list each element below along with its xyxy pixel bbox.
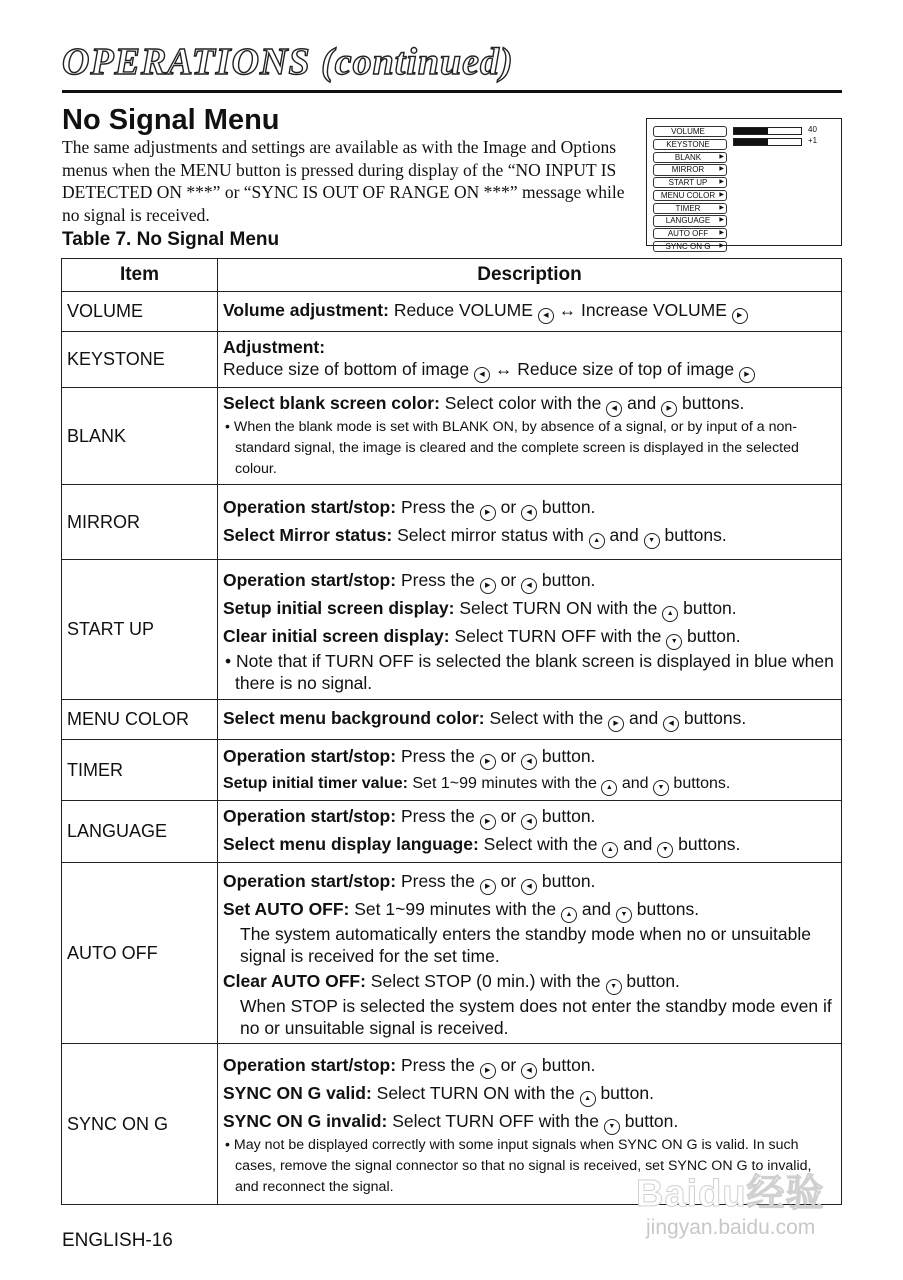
- right-button-icon: ▶: [739, 367, 755, 383]
- desc-bold-label: Adjustment:: [223, 337, 326, 357]
- desc-detail-text: When STOP is selected the system does not enter the standby mode even if no or unsuitable signal is received.: [240, 996, 832, 1038]
- item-cell: BLANK: [62, 388, 218, 485]
- right-button-icon: ▶: [480, 754, 496, 770]
- osd-item-label: MENU COLOR: [660, 190, 716, 200]
- left-button-icon: ◀: [663, 716, 679, 732]
- desc-text: button.: [537, 871, 596, 891]
- desc-text: and: [618, 834, 658, 854]
- osd-item-label: SYNC ON G: [665, 242, 711, 252]
- osd-item-volume: [653, 126, 727, 137]
- osd-menu-list: [653, 126, 727, 254]
- right-button-icon: ▶: [480, 879, 496, 895]
- header-divider: [62, 90, 842, 93]
- desc-bold-label: Operation start/stop:: [223, 1054, 397, 1075]
- right-button-icon: ▶: [480, 578, 496, 594]
- osd-item-mirror: [653, 164, 727, 175]
- desc-bold-label: Clear initial screen display:: [223, 625, 450, 646]
- desc-bold-label: Operation start/stop:: [223, 745, 397, 766]
- down-button-icon: ▼: [666, 634, 682, 650]
- note-content: When the blank mode is set with BLANK ON, by absence of a signal, or by input of a non-standard signal, the image is cleared and the complete screen is displayed in the selected colour.: [233, 419, 799, 477]
- desc-text: or: [495, 745, 522, 766]
- desc-bold-label: SYNC ON G invalid:: [223, 1110, 388, 1131]
- desc-bold-label: Select menu background color:: [223, 708, 485, 728]
- osd-item-label: START UP: [668, 178, 708, 188]
- triangle-right-icon: ▶: [719, 230, 724, 237]
- right-button-icon: ▶: [732, 308, 748, 324]
- osd-item-label: VOLUME: [671, 127, 705, 136]
- desc-text: and: [622, 393, 662, 413]
- description-cell: [218, 332, 842, 388]
- table-row-blank: [62, 388, 842, 485]
- item-cell: MIRROR: [62, 485, 218, 560]
- watermark-url: jingyan.baidu.com: [646, 1216, 816, 1239]
- page-footer: ENGLISH-16: [62, 1230, 173, 1251]
- left-button-icon: ◀: [521, 879, 537, 895]
- desc-bold-label: Clear AUTO OFF:: [223, 971, 366, 991]
- desc-text: Select TURN ON with the: [371, 1082, 580, 1103]
- page-header-title: OPERATIONS (continued): [62, 41, 514, 83]
- osd-item-timer: [653, 203, 727, 214]
- osd-keystone-value: +1: [808, 136, 818, 145]
- desc-bold-label: Select Mirror status:: [223, 524, 393, 545]
- desc-text: buttons.: [679, 708, 747, 728]
- left-button-icon: ◀: [521, 578, 537, 594]
- desc-text: Select TURN OFF with the: [449, 625, 667, 646]
- up-button-icon: ▲: [601, 780, 617, 796]
- desc-bold-label: Operation start/stop:: [223, 496, 397, 517]
- desc-text: button.: [619, 1110, 679, 1131]
- item-cell: VOLUME: [62, 292, 218, 332]
- left-button-icon: ◀: [521, 814, 537, 830]
- osd-item-sync-on-g: [653, 241, 727, 252]
- desc-text: or: [495, 496, 522, 517]
- desc-text: Select STOP (0 min.) with the: [365, 971, 606, 991]
- right-button-icon: ▶: [480, 505, 496, 521]
- description-cell: [218, 388, 842, 485]
- desc-text: Set 1~99 minutes with the: [349, 899, 561, 919]
- no-signal-menu-table: [61, 258, 842, 1205]
- watermark-logo: Baidu经验: [636, 1173, 825, 1215]
- desc-text: buttons.: [659, 524, 727, 545]
- item-cell: LANGUAGE: [62, 801, 218, 863]
- section-title: No Signal Menu: [62, 104, 280, 136]
- desc-text: Reduce size of bottom of image: [223, 359, 474, 379]
- item-cell: KEYSTONE: [62, 332, 218, 388]
- desc-text: button.: [537, 745, 596, 766]
- description-cell: [218, 863, 842, 1044]
- down-button-icon: ▼: [604, 1119, 620, 1135]
- note-content: Note that if TURN OFF is selected the blank screen is displayed in blue when there is no signal.: [235, 650, 834, 693]
- osd-item-label: LANGUAGE: [665, 216, 711, 226]
- desc-text: Press the: [396, 1054, 480, 1075]
- left-button-icon: ◀: [606, 401, 622, 417]
- desc-text: ↔ Reduce size of top of image: [489, 359, 739, 379]
- osd-item-menu-color: [653, 190, 727, 201]
- osd-menu-illustration: [646, 118, 842, 252]
- description-cell: [218, 292, 842, 332]
- desc-text: and: [617, 774, 653, 792]
- description-cell: [218, 700, 842, 740]
- osd-item-label: KEYSTONE: [666, 139, 710, 149]
- triangle-right-icon: ▶: [719, 191, 724, 198]
- note-content: May not be displayed correctly with some input signals when SYNC ON G is valid. In such cases, remove the signal connector so that no signal is received, set SYNC ON G to invalid, and reconnect the signal.: [233, 1136, 812, 1195]
- note-text: • When the blank mode is set with BLANK ON, by absence of a signal, or by input of a non-standard signal, the image is cleared and the complete screen is displayed in the selected colour.: [225, 419, 799, 477]
- table-row-keystone: [62, 332, 842, 388]
- desc-text: Press the: [396, 745, 480, 766]
- left-button-icon: ◀: [521, 1063, 537, 1079]
- desc-text: or: [495, 806, 522, 826]
- desc-bold-label: Select blank screen color:: [223, 393, 440, 413]
- desc-text: and: [624, 708, 664, 728]
- desc-text: button.: [595, 1082, 654, 1103]
- osd-volume-value: 40: [808, 125, 817, 134]
- osd-keystone-bar: [733, 138, 802, 146]
- left-button-icon: ◀: [521, 505, 537, 521]
- osd-volume-bar: [733, 127, 802, 135]
- table-row-volume: [62, 292, 842, 332]
- desc-text: button.: [537, 1054, 596, 1075]
- intro-paragraph: The same adjustments and settings are available as with the Image and Options menus when the MENU button is pressed during display of the “NO INPUT IS DETECTED ON ***” or “SYNC IS OUT OF RANGE ON ***” message while no signal is received.: [62, 137, 625, 225]
- description-cell: [218, 740, 842, 801]
- osd-item-keystone: [653, 139, 727, 150]
- desc-text: Select TURN OFF with the: [387, 1110, 604, 1131]
- desc-text: buttons.: [668, 774, 731, 792]
- desc-detail-text: The system automatically enters the standby mode when no or unsuitable signal is received for the set time.: [240, 924, 812, 966]
- right-button-icon: ▶: [480, 1063, 496, 1079]
- table-row-auto-off: [62, 863, 842, 1044]
- desc-text: Select with the: [478, 834, 603, 854]
- desc-bold-label: Setup initial screen display:: [223, 597, 455, 618]
- triangle-right-icon: ▶: [719, 204, 724, 211]
- desc-text: buttons.: [673, 834, 741, 854]
- desc-text: button.: [682, 625, 741, 646]
- desc-bold-label: SYNC ON G valid:: [223, 1082, 372, 1103]
- triangle-right-icon: ▶: [719, 179, 724, 186]
- down-button-icon: ▼: [606, 979, 622, 995]
- desc-text: and: [604, 524, 644, 545]
- desc-text: Press the: [396, 569, 480, 590]
- description-cell: [218, 485, 842, 560]
- desc-bold-label: Volume adjustment:: [223, 300, 389, 320]
- desc-text: ↔ Increase VOLUME: [553, 300, 732, 320]
- desc-text: Select TURN ON with the: [454, 597, 663, 618]
- left-button-icon: ◀: [474, 367, 490, 383]
- desc-text: buttons.: [631, 899, 700, 919]
- triangle-right-icon: ▶: [719, 243, 724, 250]
- up-button-icon: ▲: [662, 606, 678, 622]
- item-cell: SYNC ON G: [62, 1044, 218, 1205]
- desc-text: button.: [678, 597, 737, 618]
- desc-text: Select with the: [484, 708, 609, 728]
- desc-bold-label: Operation start/stop:: [223, 871, 397, 891]
- up-button-icon: ▲: [561, 907, 577, 923]
- osd-keystone-bar-fill: [734, 139, 768, 145]
- left-button-icon: ◀: [521, 754, 537, 770]
- description-cell: [218, 801, 842, 863]
- table-row-language: [62, 801, 842, 863]
- desc-text: or: [495, 871, 522, 891]
- desc-text: or: [495, 569, 522, 590]
- item-cell: TIMER: [62, 740, 218, 801]
- down-button-icon: ▼: [653, 780, 669, 796]
- osd-item-blank: [653, 152, 727, 163]
- table-row-mirror: [62, 485, 842, 560]
- note-text: • May not be displayed correctly with some input signals when SYNC ON G is valid. In such cases, remove the signal connector so that no signal is received, set SYNC ON G to invalid, and reconnect the signal.: [225, 1136, 812, 1195]
- desc-text: button.: [537, 806, 596, 826]
- desc-text: Press the: [396, 871, 480, 891]
- desc-bold-label: Setup initial timer value:: [223, 774, 408, 792]
- right-button-icon: ▶: [608, 716, 624, 732]
- desc-text: Reduce VOLUME: [388, 300, 538, 320]
- note-text: • Note that if TURN OFF is selected the blank screen is displayed in blue when there is no signal.: [225, 650, 834, 693]
- osd-item-auto-off: [653, 228, 727, 239]
- triangle-right-icon: ▶: [719, 217, 724, 224]
- osd-item-label: BLANK: [674, 152, 702, 162]
- up-button-icon: ▲: [580, 1091, 596, 1107]
- desc-text: or: [495, 1054, 522, 1075]
- triangle-right-icon: ▶: [719, 153, 724, 160]
- osd-item-startup: [653, 177, 727, 188]
- desc-bold-label: Operation start/stop:: [223, 569, 397, 590]
- header-description: Description: [218, 259, 842, 292]
- desc-bold-label: Set AUTO OFF:: [223, 899, 350, 919]
- desc-text: button.: [537, 569, 596, 590]
- down-button-icon: ▼: [657, 842, 673, 858]
- desc-text: button.: [537, 496, 596, 517]
- item-cell: AUTO OFF: [62, 863, 218, 1044]
- osd-item-label: AUTO OFF: [667, 229, 709, 239]
- table-header-row: [62, 259, 842, 292]
- desc-bold-label: Operation start/stop:: [223, 806, 397, 826]
- header-item: Item: [62, 259, 218, 292]
- desc-text: button.: [621, 971, 680, 991]
- osd-item-label: TIMER: [675, 203, 701, 213]
- item-cell: START UP: [62, 560, 218, 700]
- desc-text: buttons.: [677, 393, 745, 413]
- triangle-right-icon: ▶: [719, 166, 724, 173]
- desc-text: Select mirror status with: [392, 524, 589, 545]
- description-cell: [218, 560, 842, 700]
- table-row-menu-color: [62, 700, 842, 740]
- up-button-icon: ▲: [602, 842, 618, 858]
- item-cell: MENU COLOR: [62, 700, 218, 740]
- osd-volume-bar-fill: [734, 128, 768, 134]
- desc-text: Press the: [396, 806, 480, 826]
- down-button-icon: ▼: [644, 533, 660, 549]
- right-button-icon: ▶: [480, 814, 496, 830]
- osd-item-language: [653, 215, 727, 226]
- up-button-icon: ▲: [589, 533, 605, 549]
- desc-text: Press the: [396, 496, 480, 517]
- right-button-icon: ▶: [661, 401, 677, 417]
- table-row-timer: [62, 740, 842, 801]
- down-button-icon: ▼: [616, 907, 632, 923]
- desc-bold-label: Select menu display language:: [223, 834, 479, 854]
- table-caption: Table 7. No Signal Menu: [62, 229, 280, 250]
- osd-item-label: MIRROR: [671, 165, 705, 175]
- table-row-startup: [62, 560, 842, 700]
- desc-text: and: [576, 899, 616, 919]
- left-button-icon: ◀: [538, 308, 554, 324]
- desc-text: Select color with the: [439, 393, 607, 413]
- desc-text: Set 1~99 minutes with the: [407, 774, 602, 792]
